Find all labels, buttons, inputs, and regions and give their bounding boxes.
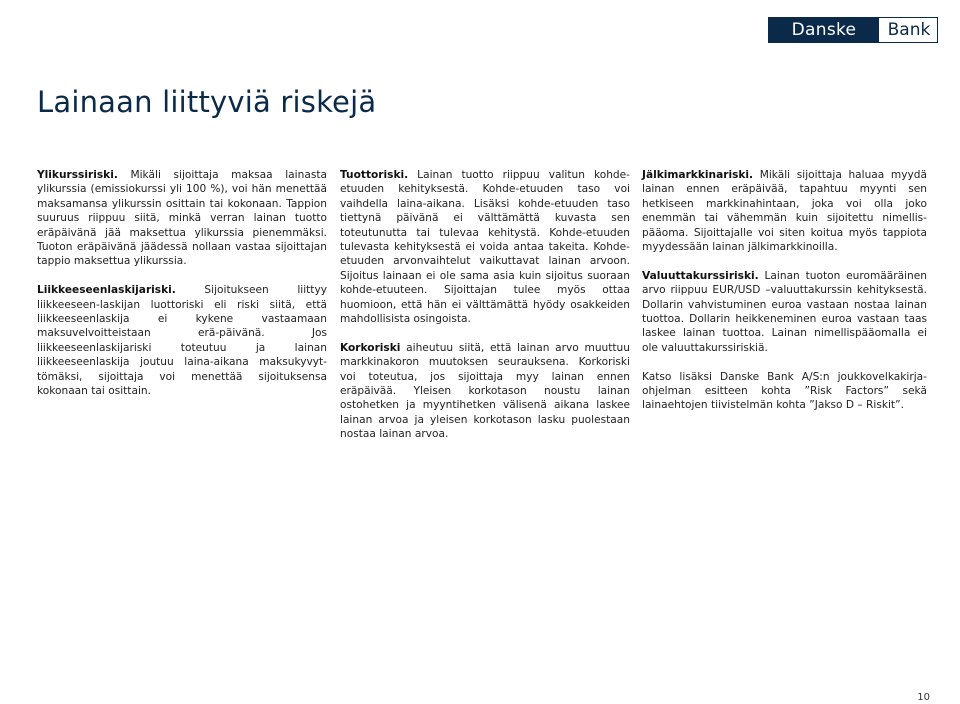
paragraph-interest-rate-risk (340, 341, 630, 442)
column-3 (642, 168, 927, 427)
paragraph-issuer-risk (37, 283, 327, 398)
paragraph-secondary-market-risk (642, 168, 927, 254)
page-number: 10 (917, 692, 930, 703)
term-label: Tuottoriski. (340, 169, 409, 181)
paragraph-currency-risk (642, 269, 927, 355)
paragraph-return-risk (340, 168, 630, 326)
paragraph-see-also (642, 370, 927, 413)
term-label: Valuuttakurssiriski. (642, 269, 759, 282)
paragraph-text: Katso lisäksi Danske Bank A/S:n joukkovelkakirja-ohjelman esitteen kohta ”Risk Factors” sekä lainaehtojen tiivistelmän kohta ”Jakso D – Riskit”. (642, 370, 927, 412)
paragraph-text: Lainan tuoton euromääräinen arvo riippuu EUR/USD –valuuttakurssin kehityksestä. Dollarin vahvistuminen euroa vastaan nostaa lainan tuottoa. Dollarin heikkeneminen euroa vastaan taas laskee lainan tuottoa. Lainan nimellispääomalla ei ole valuuttakurssiriskiä. (642, 269, 927, 354)
paragraph-text: Mikäli sijoittaja maksaa lainasta ylikurssia (emissiokurssi yli 100 %), voi hän menettää maksamansa ylikurssin osittain tai kokonaan. Tappion suuruus riippuu siitä, minkä verran lainan tuotto eräpäivänä jää maksettua ylikurssia pienemmäksi. Tuoton eräpäivänä jäädessä nollaan vastaa sijoittajan tappio maksettua ylikurssia. (37, 169, 327, 268)
paragraph-text: Mikäli sijoittaja haluaa myydä lainan ennen eräpäivää, tapahtuu myynti sen hetkiseen markkinahintaan, joka voi olla joko enemmän tai vähemmän kuin sijoitettu nimellis-pääoma. Sijoittajalle voi siten koitua myös tappiota myydessään lainan jälkimarkkinoilla. (642, 169, 927, 254)
logo-text-bank: Bank (879, 18, 937, 42)
paragraph-text: Sijoitukseen liittyy liikkeeseen-laskijan luottoriski eli riski siitä, että liikkeeseenlaskija ei kykene vastaamaan maksuvelvoitteistaan erä-päivänä. Jos liikkeeseenlaskijariski toteutuu ja lainan liikkeeseenlaskija joutuu laina-aikana maksukyvyt-tömäksi, sijoittaja voi menettää sijoituksensa kokonaan tai osittain. (37, 284, 327, 398)
paragraph-premium-risk (37, 168, 327, 269)
column-2 (340, 168, 630, 456)
paragraph-text: Lainan tuotto riippuu valitun kohde-etuuden kehityksestä. Kohde-etuuden taso voi vaihdella laina-aikana. Lisäksi kohde-etuuden taso tiettynä päivänä ei välttämättä kuvasta sen toteutunutta tai tulevaa kehitystä. Kohde-etuuden tulevasta kehityksestä ei voida antaa takeita. Kohde-etuuden arvonvaihtelut vaikuttavat lainan arvoon. Sijoitus lainaan ei ole sama asia kuin sijoitus suoraan kohde-etuuteen. Sijoittajan tulee myös ottaa huomioon, että hän ei välttämättä hyödy osakkeiden mahdollisista osingoista. (340, 169, 630, 326)
danske-bank-logo (768, 17, 938, 43)
term-label: Ylikurssiriski. (37, 169, 118, 181)
page-title: Lainaan liittyviä riskejä (37, 85, 377, 119)
column-1 (37, 168, 327, 413)
term-label: Jälkimarkkinariski. (642, 169, 754, 181)
logo-text-danske: Danske (769, 18, 879, 42)
term-label: Korkoriski (340, 341, 401, 354)
paragraph-text: aiheutuu siitä, että lainan arvo muuttuu markkinakoron muutoksen seurauksena. Korkoriski voi toteutua, jos sijoittaja myy lainan ennen eräpäivää. Yleisen korkotason noustu lainan ostohetken ja myyntihetken välisenä aikana laskee lainan arvoa ja yleisen korkotason lasku puolestaan nostaa lainan arvoa. (340, 341, 630, 441)
term-label: Liikkeeseenlaskijariski. (37, 284, 176, 297)
